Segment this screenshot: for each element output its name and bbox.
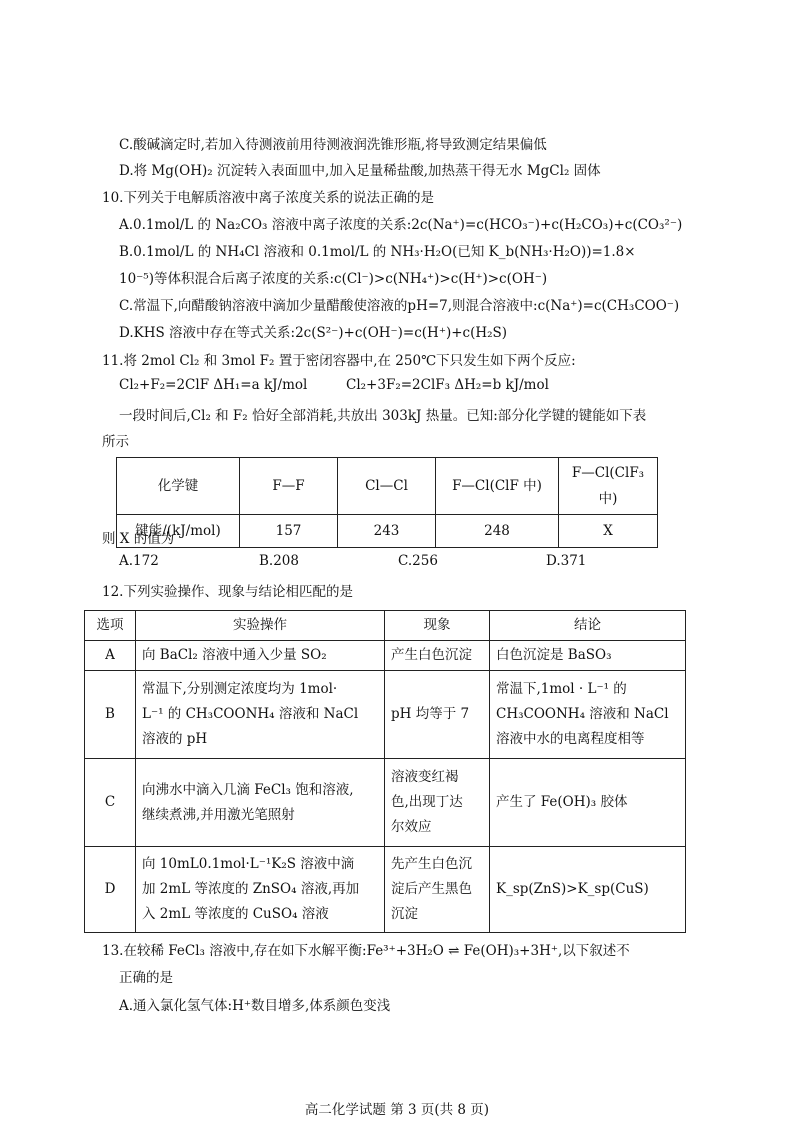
header-cell: 结论 [490,611,686,641]
header-cell: 选项 [85,611,136,641]
cell-line: 先产生白色沉 [391,856,472,872]
cell-line: CH₃COONH₄ 溶液和 NaCl [496,706,669,722]
question-11: 11.将 2mol Cl₂ 和 3mol F₂ 置于密闭容器中,在 250℃下只发生如下两个反应: [102,353,576,369]
cell-line: 色,出现丁达 [391,794,463,810]
cell: 243 [338,515,436,548]
question-12: 12.下列实验操作、现象与结论相匹配的是 [102,584,353,600]
option-10b: B.0.1mol/L 的 NH₄Cl 溶液和 0.1mol/L 的 NH₃·H₂O(已知 K_b(NH₃·H₂O))=1.8× [119,244,636,260]
header-cell: F—F [240,458,338,515]
text-line: C.酸碱滴定时,若加入待测液前用待测液润洗锥形瓶,将导致测定结果偏低 [119,137,547,153]
operation-cell [136,641,385,671]
option-cell: D [85,847,136,933]
text-line: 则 X 的值为 [102,531,175,547]
choice-a: A.172 [119,553,159,569]
cell-line: 向沸水中滴入几滴 FeCl₃ 饱和溶液, [142,781,354,798]
cell-line: 常温下,1mol · L⁻¹ 的 [496,681,627,697]
table-row [85,847,686,933]
cell: 248 [436,515,559,548]
cell-line: L⁻¹ 的 CH₃COONH₄ 溶液和 NaCl [142,706,359,722]
cell-line: 产生白色沉淀 [391,647,472,663]
option-cell: C [85,759,136,847]
text-line: D.将 Mg(OH)₂ 沉淀转入表面皿中,加入足量稀盐酸,加热蒸干得无水 MgCl₂ 固体 [119,163,601,179]
cell-line: 向 10mL0.1mol·L⁻¹K₂S 溶液中滴 [142,856,355,872]
option-10b-cont: 10⁻⁵)等体积混合后离子浓度的关系:c(Cl⁻)>c(NH₄⁺)>c(H⁺)>c(OH⁻) [119,271,548,287]
page-footer: 高二化学试题 第 3 页(共 8 页) [304,1102,490,1118]
cell-line: 溶液的 pH [142,731,208,747]
table-row [85,641,686,671]
cell: 键能/(kJ/mol) [117,515,240,548]
option-10c: C.常温下,向醋酸钠溶液中滴加少量醋酸使溶液的pH=7,则混合溶液中:c(Na⁺)=c(CH₃COO⁻) [119,298,680,314]
conclusion-cell [490,847,686,933]
conclusion-cell [490,759,686,847]
header-cell: 实验操作 [136,611,385,641]
cell-line: 向 BaCl₂ 溶液中通入少量 SO₂ [142,647,327,663]
phenomenon-cell [385,847,490,933]
text-line: 所示 [102,434,129,450]
table-header-row [117,458,658,515]
option-cell: B [85,671,136,759]
cell-line: 加 2mL 等浓度的 ZnSO₄ 溶液,再加 [142,881,360,897]
table-header-row [85,611,686,641]
option-10d: D.KHS 溶液中存在等式关系:2c(S²⁻)+c(OH⁻)=c(H⁺)+c(H₂S) [119,325,508,341]
option-13a: A.通入氯化氢气体:H⁺数目增多,体系颜色变浅 [119,998,391,1014]
operation-cell [136,671,385,759]
cell-line: 继续煮沸,并用激光笔照射 [142,806,295,823]
header-cell: F—Cl(ClF₃ 中) [559,458,658,515]
cell-line: 入 2mL 等浓度的 CuSO₄ 溶液 [142,906,329,922]
cell-line: 淀后产生黑色 [391,881,472,897]
cell-line: K_sp(ZnS)>K_sp(CuS) [496,881,649,897]
phenomenon-cell [385,759,490,847]
cell-line: 产生了 Fe(OH)₃ 胶体 [496,794,628,810]
cell-line: pH 均等于 7 [391,706,470,722]
question-10: 10.下列关于电解质溶液中离子浓度关系的说法正确的是 [102,190,434,206]
header-cell: 现象 [385,611,490,641]
experiment-table [84,610,686,933]
header-cell: F—Cl(ClF 中) [436,458,559,515]
conclusion-cell [490,641,686,671]
text-line: 正确的是 [119,970,173,986]
cell: 157 [240,515,338,548]
reaction-2: Cl₂+3F₂=2ClF₃ ΔH₂=b kJ/mol [346,377,549,393]
choice-d: D.371 [546,553,587,569]
phenomenon-cell [385,671,490,759]
cell-line: 尔效应 [391,819,432,835]
choice-b: B.208 [259,553,299,569]
header-cell: Cl—Cl [338,458,436,515]
option-10a: A.0.1mol/L 的 Na₂CO₃ 溶液中离子浓度的关系:2c(Na⁺)=c(HCO₃⁻)+c(H₂CO₃)+c(CO₃²⁻) [119,217,683,233]
operation-cell [136,847,385,933]
cell-line: 溶液中水的电离程度相等 [496,731,645,747]
text-line: 一段时间后,Cl₂ 和 F₂ 恰好全部消耗,共放出 303kJ 热量。已知:部分化学键的键能如下表 [119,408,647,424]
bond-energy-table [116,457,658,548]
conclusion-cell [490,671,686,759]
phenomenon-cell [385,641,490,671]
table-row [85,671,686,759]
table-row [117,515,658,548]
cell-line: 沉淀 [391,906,418,922]
reaction-1: Cl₂+F₂=2ClF ΔH₁=a kJ/mol [119,377,308,393]
operation-cell [136,759,385,847]
table-row [85,759,686,847]
question-13: 13.在较稀 FeCl₃ 溶液中,存在如下水解平衡:Fe³⁺+3H₂O ⇌ Fe(OH)₃+3H⁺,以下叙述不 [102,943,630,959]
cell-line: 溶液变红褐 [391,769,459,785]
option-cell: A [85,641,136,671]
cell-line: 白色沉淀是 BaSO₃ [496,647,612,663]
cell: X [559,515,658,548]
header-cell: 化学键 [117,458,240,515]
cell-line: 常温下,分别测定浓度均为 1mol· [142,681,338,697]
choice-c: C.256 [398,553,438,569]
